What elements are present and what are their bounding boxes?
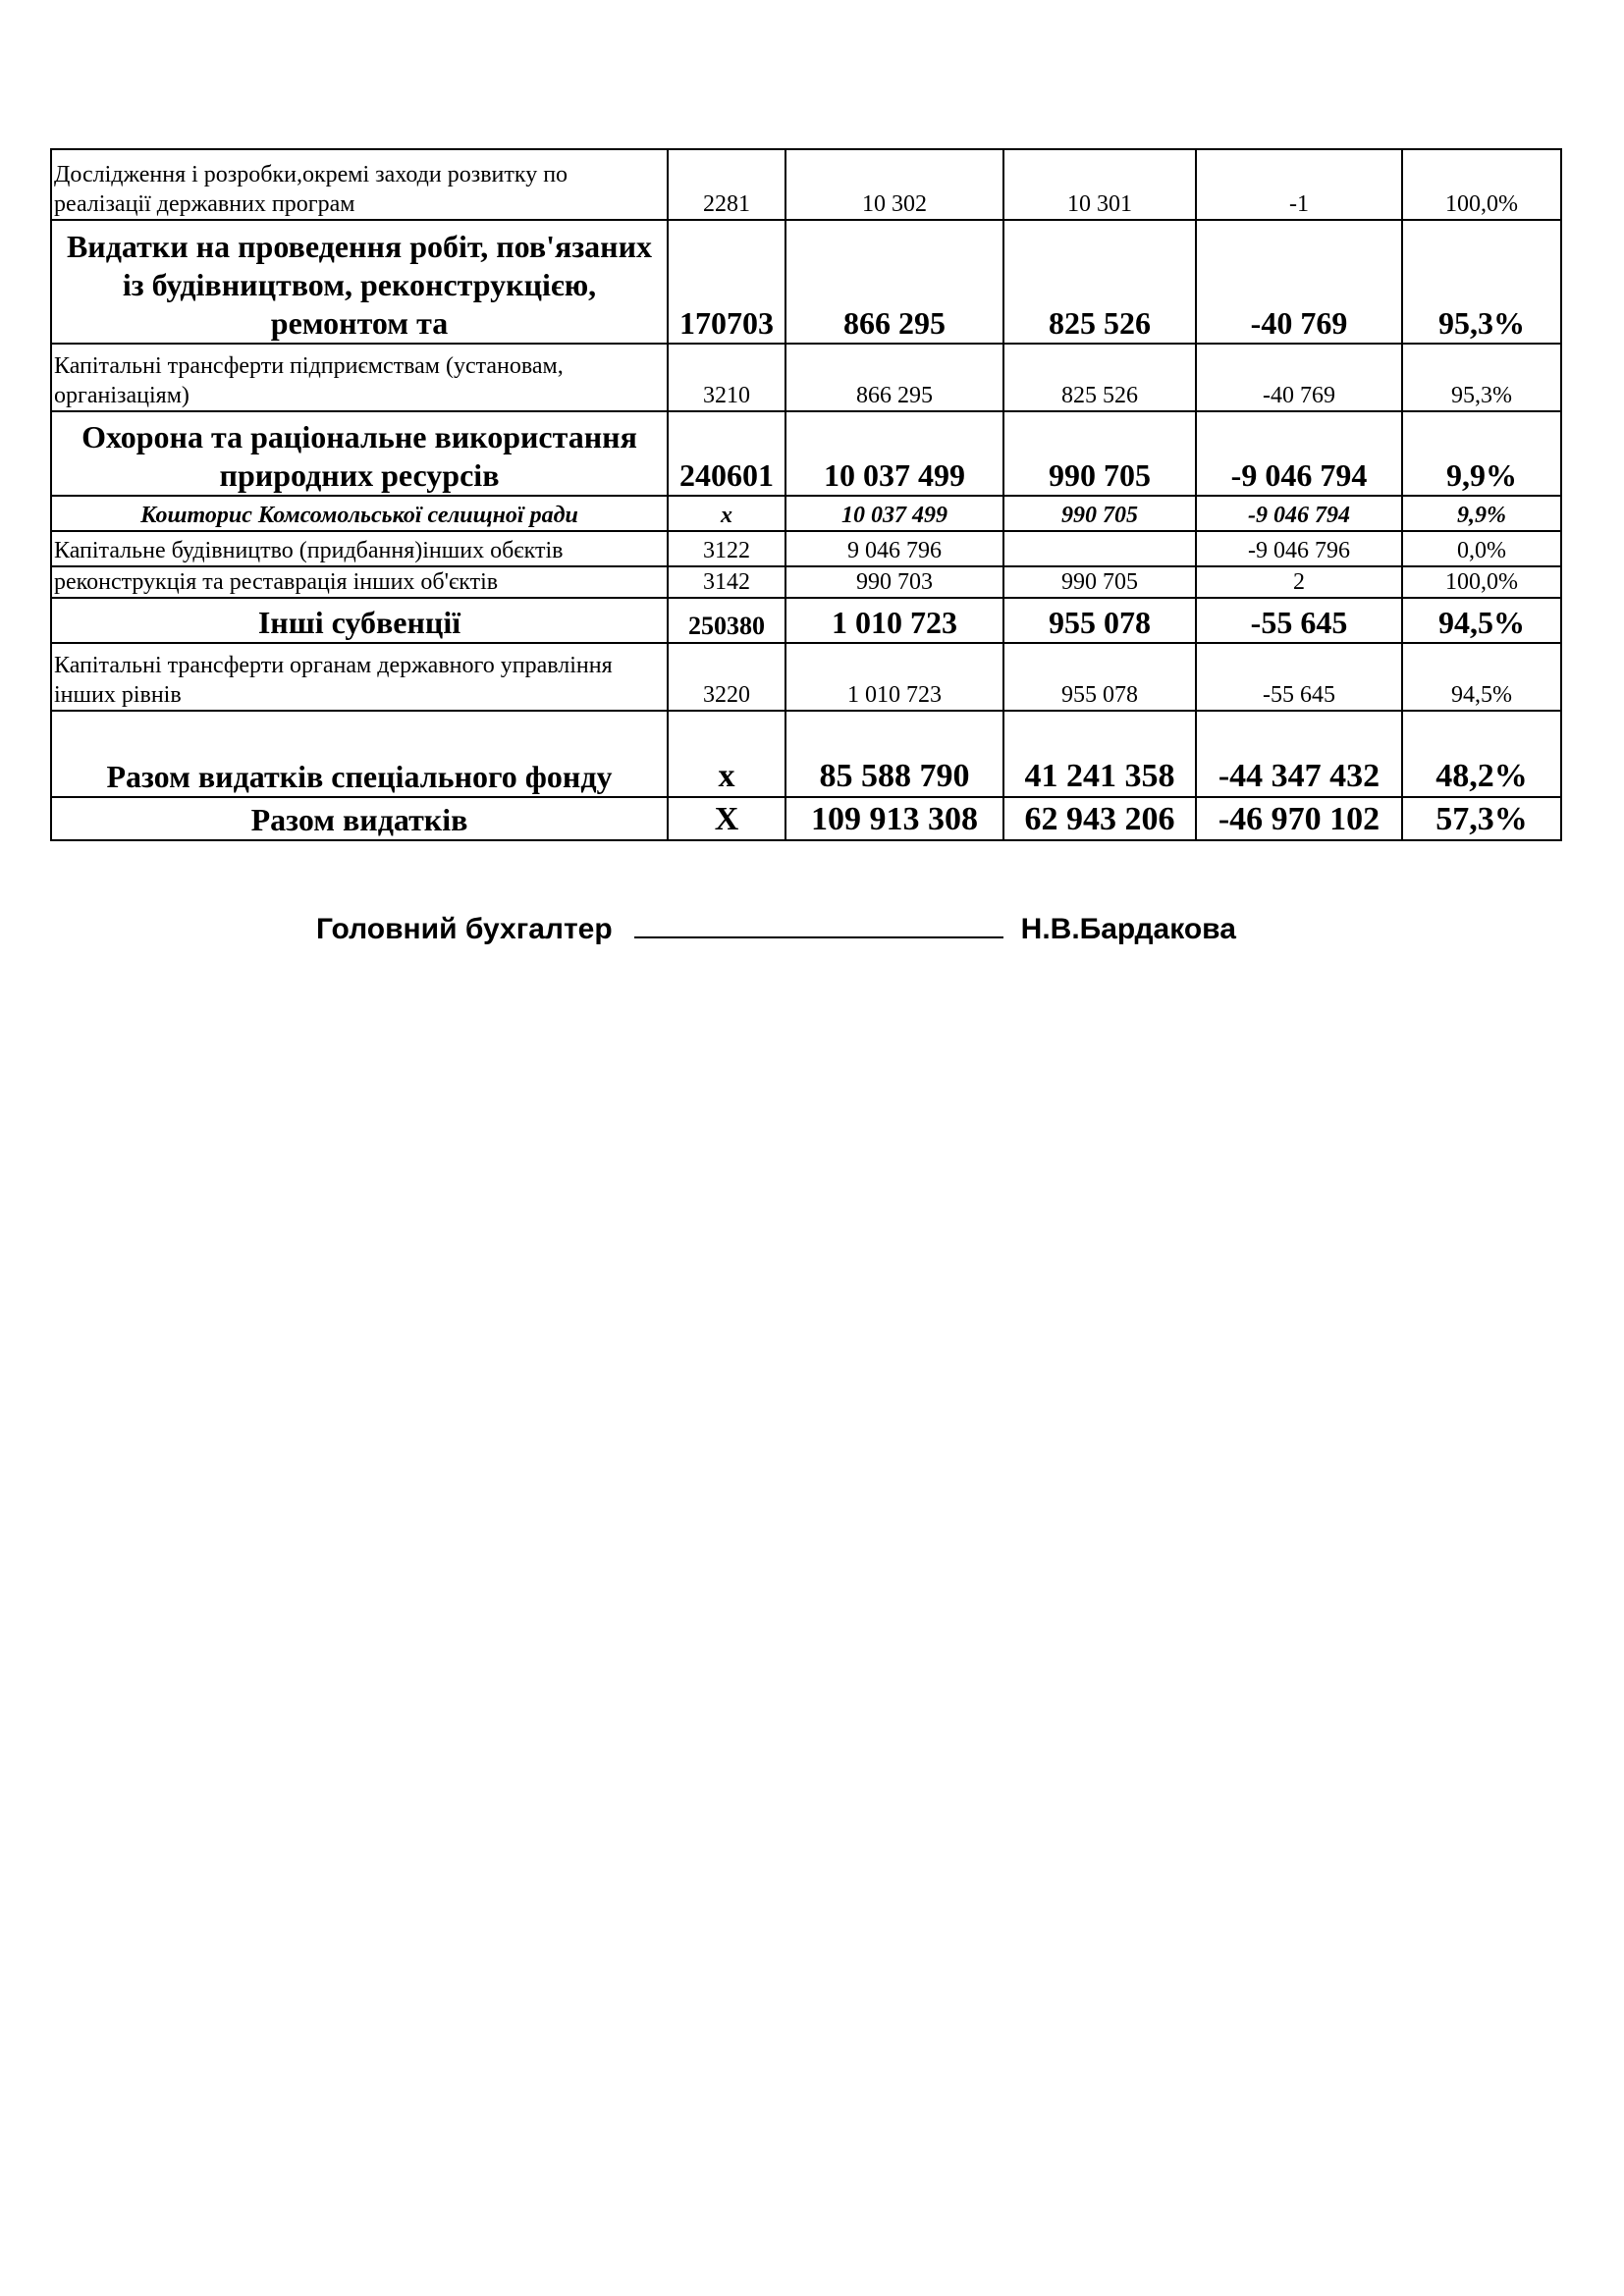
row-pct: 9,9% — [1402, 411, 1561, 496]
row-plan: 990 703 — [785, 566, 1003, 598]
row-diff: -46 970 102 — [1196, 797, 1402, 840]
row-fact: 955 078 — [1003, 643, 1196, 711]
signature-person: Н.В.Бардакова — [1020, 913, 1236, 945]
row-plan: 10 037 499 — [785, 411, 1003, 496]
row-code: 3220 — [668, 643, 785, 711]
row-plan: 866 295 — [785, 220, 1003, 344]
row-diff: -55 645 — [1196, 643, 1402, 711]
table-row — [51, 149, 1561, 220]
signature-line — [634, 913, 1003, 938]
row-pct: 94,5% — [1402, 598, 1561, 643]
signature-role: Головний бухгалтер — [316, 913, 613, 945]
row-pct: 94,5% — [1402, 643, 1561, 711]
row-plan: 1 010 723 — [785, 598, 1003, 643]
row-code: 240601 — [668, 411, 785, 496]
row-pct: 48,2% — [1402, 711, 1561, 797]
table-row — [51, 220, 1561, 344]
row-code: Х — [668, 797, 785, 840]
row-name: Разом видатків спеціального фонду — [51, 711, 668, 797]
table-row — [51, 643, 1561, 711]
table-row — [51, 566, 1561, 598]
row-diff: -9 046 794 — [1196, 411, 1402, 496]
row-pct: 57,3% — [1402, 797, 1561, 840]
row-fact: 990 705 — [1003, 566, 1196, 598]
row-code: 3210 — [668, 344, 785, 411]
row-pct: 100,0% — [1402, 149, 1561, 220]
row-code: 250380 — [668, 598, 785, 643]
row-plan: 9 046 796 — [785, 531, 1003, 566]
row-name: Дослідження і розробки,окремі заходи розвитку по реалізації державних програм — [51, 149, 668, 220]
table-row — [51, 344, 1561, 411]
row-pct: 9,9% — [1402, 496, 1561, 531]
row-pct: 0,0% — [1402, 531, 1561, 566]
row-diff: -44 347 432 — [1196, 711, 1402, 797]
row-fact: 10 301 — [1003, 149, 1196, 220]
row-diff: -9 046 794 — [1196, 496, 1402, 531]
row-fact: 990 705 — [1003, 496, 1196, 531]
row-plan: 10 302 — [785, 149, 1003, 220]
table-row — [51, 711, 1561, 797]
signature-block — [316, 913, 1236, 946]
row-diff: -55 645 — [1196, 598, 1402, 643]
row-name: Капітальні трансферти підприємствам (установам, організаціям) — [51, 344, 668, 411]
row-plan: 866 295 — [785, 344, 1003, 411]
row-pct: 95,3% — [1402, 220, 1561, 344]
row-code: х — [668, 496, 785, 531]
table-row — [51, 598, 1561, 643]
row-name: Кошторис Комсомольської селищної ради — [51, 496, 668, 531]
row-fact: 825 526 — [1003, 220, 1196, 344]
row-code: 2281 — [668, 149, 785, 220]
row-pct: 100,0% — [1402, 566, 1561, 598]
table-row — [51, 496, 1561, 531]
row-plan: 10 037 499 — [785, 496, 1003, 531]
table-row — [51, 531, 1561, 566]
row-plan: 1 010 723 — [785, 643, 1003, 711]
row-diff: -40 769 — [1196, 344, 1402, 411]
row-code: 170703 — [668, 220, 785, 344]
row-name: Капітальні трансферти органам державного управління інших рівнів — [51, 643, 668, 711]
row-pct: 95,3% — [1402, 344, 1561, 411]
row-name: Разом видатків — [51, 797, 668, 840]
table-row — [51, 797, 1561, 840]
row-diff: -1 — [1196, 149, 1402, 220]
row-code: 3142 — [668, 566, 785, 598]
row-code: х — [668, 711, 785, 797]
row-name: Інші субвенції — [51, 598, 668, 643]
row-name: Капітальне будівництво (придбання)інших обєктів — [51, 531, 668, 566]
row-fact: 825 526 — [1003, 344, 1196, 411]
row-name: Видатки на проведення робіт, пов'язаних із будівництвом, реконструкцією, ремонтом та — [51, 220, 668, 344]
row-name: Охорона та раціональне використання природних ресурсів — [51, 411, 668, 496]
row-name: реконструкція та реставрація інших об'єктів — [51, 566, 668, 598]
row-fact — [1003, 531, 1196, 566]
row-code: 3122 — [668, 531, 785, 566]
row-diff: -40 769 — [1196, 220, 1402, 344]
expenditure-table — [50, 148, 1562, 841]
row-plan: 85 588 790 — [785, 711, 1003, 797]
row-fact: 41 241 358 — [1003, 711, 1196, 797]
table-row — [51, 411, 1561, 496]
row-fact: 955 078 — [1003, 598, 1196, 643]
row-diff: -9 046 796 — [1196, 531, 1402, 566]
row-fact: 62 943 206 — [1003, 797, 1196, 840]
row-plan: 109 913 308 — [785, 797, 1003, 840]
row-fact: 990 705 — [1003, 411, 1196, 496]
row-diff: 2 — [1196, 566, 1402, 598]
